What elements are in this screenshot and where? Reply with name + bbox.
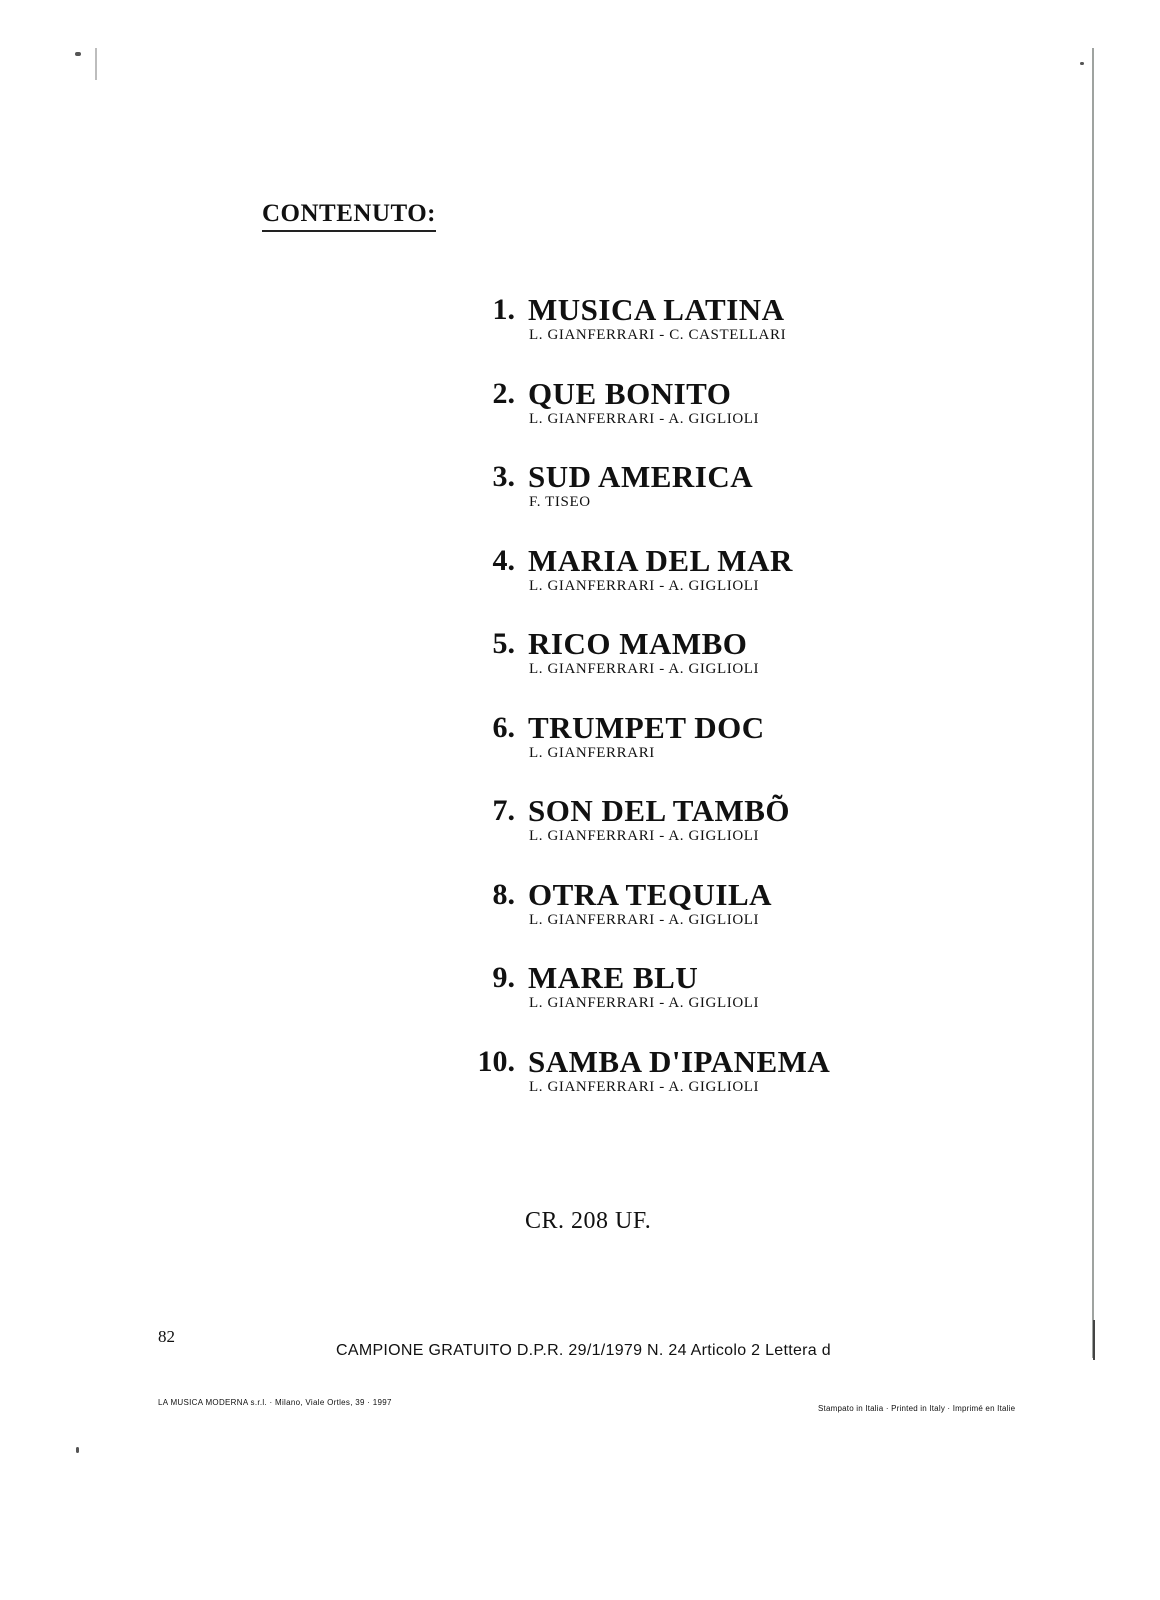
entry-authors: F. TISEO <box>529 494 591 510</box>
page-edge-right <box>1092 48 1094 1358</box>
entry-authors: L. GIANFERRARI - A. GIGLIOLI <box>529 410 760 427</box>
entry-title: OTRA TEQUILA <box>528 876 773 912</box>
publisher-line: LA MUSICA MODERNA s.r.l. · Milano, Viale Ortles, 39 · 1997 <box>158 1398 392 1407</box>
toc-entry <box>440 710 1000 794</box>
entry-number: 2. <box>492 376 515 410</box>
entry-title: SUD AMERICA <box>528 459 754 494</box>
entry-number: 8. <box>492 877 515 911</box>
scan-speck <box>1080 62 1084 65</box>
toc-entry <box>440 292 1000 376</box>
entry-title: MARIA DEL MAR <box>528 542 793 578</box>
entry-authors: L. GIANFERRARI - A. GIGLIOLI <box>529 577 760 594</box>
page-title: CONTENUTO: <box>262 200 436 232</box>
entry-title: TRUMPET DOC <box>528 709 765 745</box>
toc-entry <box>440 1044 1000 1128</box>
page-edge-right-shadow <box>1093 1320 1095 1360</box>
scan-speck <box>75 52 81 56</box>
entry-title: RICO MAMBO <box>528 626 748 661</box>
entry-title: QUE BONITO <box>528 375 732 411</box>
scan-speck <box>76 1447 79 1453</box>
toc-entry <box>440 960 1000 1044</box>
entry-title: SON DEL TAMBÕ <box>528 793 791 828</box>
entry-number: 6. <box>492 710 515 744</box>
catalog-number: CR. 208 UF. <box>525 1208 652 1234</box>
free-sample-notice: CAMPIONE GRATUITO D.P.R. 29/1/1979 N. 24 Articolo 2 Lettera d <box>336 1342 831 1359</box>
toc-entry <box>440 459 1000 543</box>
entry-title: MARE BLU <box>528 960 699 995</box>
entry-authors: L. GIANFERRARI - A. GIGLIOLI <box>529 911 760 928</box>
entry-number: 7. <box>492 794 515 827</box>
page-number: 82 <box>158 1327 175 1346</box>
toc-entry <box>440 877 1000 961</box>
entry-authors: L. GIANFERRARI - A. GIGLIOLI <box>529 828 760 844</box>
entry-number: 10. <box>477 1044 515 1078</box>
toc-entry <box>440 543 1000 627</box>
entry-authors: L. GIANFERRARI - C. CASTELLARI <box>529 327 787 343</box>
entry-number: 4. <box>492 543 515 577</box>
table-of-contents <box>440 292 1000 1127</box>
printed-in-line: Stampato in Italia · Printed in Italy · Imprimé en Italie <box>818 1404 1016 1413</box>
entry-number: 5. <box>492 627 515 660</box>
entry-title: SAMBA D'IPANEMA <box>528 1043 831 1079</box>
page-edge-left <box>95 48 97 80</box>
entry-authors: L. GIANFERRARI - A. GIGLIOLI <box>529 661 760 677</box>
toc-entry <box>440 376 1000 460</box>
entry-authors: L. GIANFERRARI - A. GIGLIOLI <box>529 995 760 1011</box>
entry-authors: L. GIANFERRARI <box>529 744 655 761</box>
entry-authors: L. GIANFERRARI - A. GIGLIOLI <box>529 1078 760 1095</box>
toc-entry <box>440 793 1000 877</box>
entry-title: MUSICA LATINA <box>528 292 785 327</box>
toc-entry <box>440 626 1000 710</box>
entry-number: 9. <box>492 961 515 994</box>
entry-number: 3. <box>492 460 515 493</box>
entry-number: 1. <box>492 293 515 326</box>
